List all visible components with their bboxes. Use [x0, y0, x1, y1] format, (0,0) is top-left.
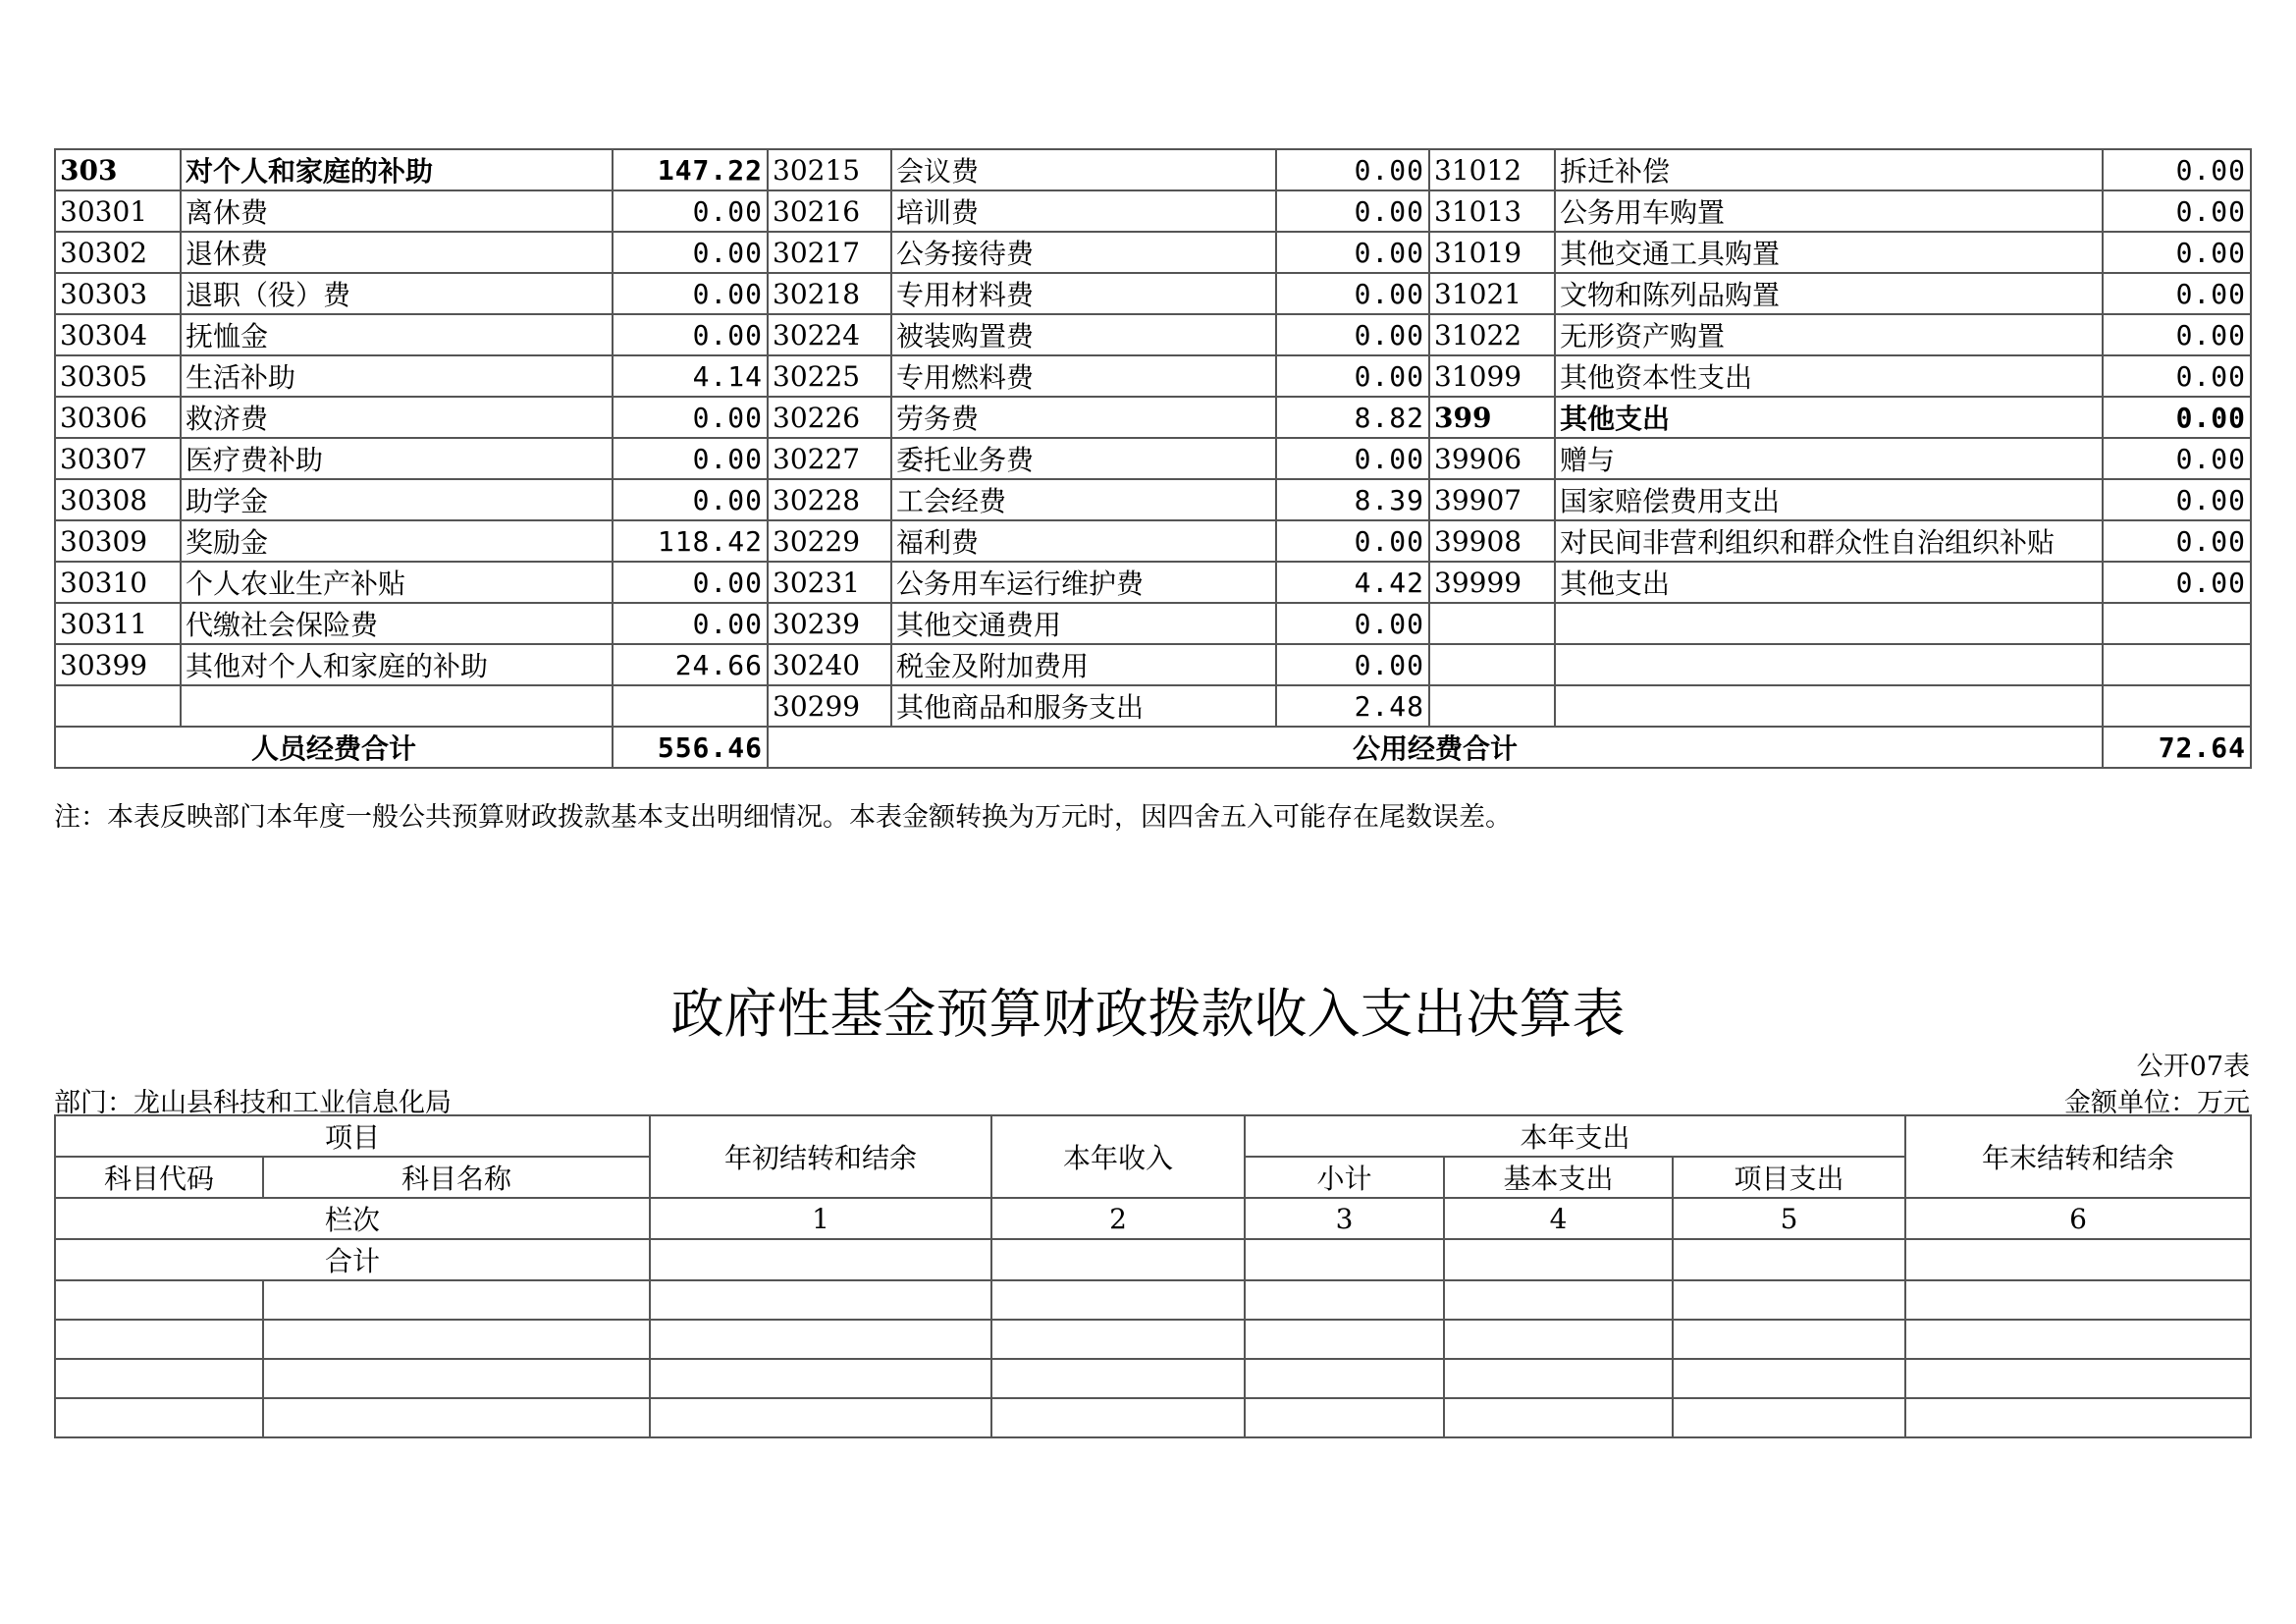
table-number: 公开07表 [2136, 1052, 2250, 1082]
subject-code [55, 685, 181, 727]
header-begin-balance: 年初结转和结余 [650, 1115, 991, 1198]
table-cell [1245, 1320, 1444, 1359]
amount: 0.00 [1276, 603, 1429, 644]
table-row [55, 314, 2251, 355]
subject-name: 其他支出 [1555, 562, 2103, 603]
subject-code: 30302 [55, 232, 181, 273]
subject-name: 公务接待费 [891, 232, 1276, 273]
amount: 0.00 [613, 273, 768, 314]
personnel-total-value: 556.46 [613, 727, 768, 768]
table-cell [55, 1320, 263, 1359]
header-subtotal: 小计 [1245, 1157, 1444, 1198]
table-cell [1905, 1398, 2251, 1437]
table-row [55, 149, 2251, 190]
total-row [55, 1239, 2251, 1280]
subject-code: 31019 [1429, 232, 1555, 273]
amount: 0.00 [2103, 397, 2251, 438]
column-number: 1 [650, 1198, 991, 1239]
subject-code: 30227 [768, 438, 891, 479]
table-row [55, 685, 2251, 727]
subject-name: 公务用车运行维护费 [891, 562, 1276, 603]
table-cell [650, 1320, 991, 1359]
amount: 0.00 [613, 232, 768, 273]
subject-code: 31021 [1429, 273, 1555, 314]
subject-code: 399 [1429, 397, 1555, 438]
table-cell [263, 1398, 650, 1437]
subject-name: 抚恤金 [181, 314, 613, 355]
subject-code: 30229 [768, 520, 891, 562]
subject-name: 无形资产购置 [1555, 314, 2103, 355]
personnel-total-label: 人员经费合计 [55, 727, 613, 768]
column-number-label: 栏次 [55, 1198, 650, 1239]
subject-code: 30225 [768, 355, 891, 397]
table-cell [1673, 1280, 1905, 1320]
subject-code: 30226 [768, 397, 891, 438]
public-total-label: 公用经费合计 [768, 727, 2103, 768]
amount [2103, 644, 2251, 685]
subject-code: 30217 [768, 232, 891, 273]
amount: 24.66 [613, 644, 768, 685]
subject-name: 退休费 [181, 232, 613, 273]
table-cell [55, 1398, 263, 1437]
subject-code: 30216 [768, 190, 891, 232]
table-cell [991, 1359, 1245, 1398]
table-cell [650, 1359, 991, 1398]
column-number-row [55, 1198, 2251, 1239]
public-total-value: 72.64 [2103, 727, 2251, 768]
subject-name: 劳务费 [891, 397, 1276, 438]
subject-code [1429, 685, 1555, 727]
subject-code: 30311 [55, 603, 181, 644]
subject-code: 31012 [1429, 149, 1555, 190]
amount: 0.00 [2103, 273, 2251, 314]
header-row-1 [55, 1115, 2251, 1157]
page-title: 政府性基金预算财政拨款收入支出决算表 [670, 983, 1626, 1045]
table-cell [1444, 1359, 1673, 1398]
table-row [55, 232, 2251, 273]
amount: 0.00 [2103, 520, 2251, 562]
subject-name: 其他交通费用 [891, 603, 1276, 644]
amount: 0.00 [2103, 562, 2251, 603]
amount-unit-label: 金额单位：万元 [2064, 1088, 2250, 1118]
amount: 0.00 [1276, 273, 1429, 314]
subject-name: 个人农业生产补贴 [181, 562, 613, 603]
table-cell [1673, 1398, 1905, 1437]
table-cell [55, 1280, 263, 1320]
table-cell [1444, 1320, 1673, 1359]
empty-row [55, 1398, 2251, 1437]
amount: 8.82 [1276, 397, 1429, 438]
amount: 0.00 [1276, 232, 1429, 273]
table-cell [1673, 1359, 1905, 1398]
subject-code: 30231 [768, 562, 891, 603]
column-number: 4 [1444, 1198, 1673, 1239]
expense-total-row [55, 727, 2251, 768]
table-row [55, 644, 2251, 685]
subject-code: 30240 [768, 644, 891, 685]
header-basic: 基本支出 [1444, 1157, 1673, 1198]
subject-name: 培训费 [891, 190, 1276, 232]
subject-name: 专用燃料费 [891, 355, 1276, 397]
subject-code: 30228 [768, 479, 891, 520]
subject-code: 30299 [768, 685, 891, 727]
department-label: 部门：龙山县科技和工业信息化局 [54, 1088, 452, 1118]
table-cell [1444, 1239, 1673, 1280]
subject-code: 30399 [55, 644, 181, 685]
subject-code: 31022 [1429, 314, 1555, 355]
subject-code: 30301 [55, 190, 181, 232]
subject-name: 拆迁补偿 [1555, 149, 2103, 190]
amount: 0.00 [613, 314, 768, 355]
subject-name: 离休费 [181, 190, 613, 232]
table-row [55, 273, 2251, 314]
subject-code: 30239 [768, 603, 891, 644]
subject-code: 39907 [1429, 479, 1555, 520]
empty-row [55, 1359, 2251, 1398]
table-cell [991, 1239, 1245, 1280]
table-cell [55, 1359, 263, 1398]
table-cell [263, 1320, 650, 1359]
subject-code: 303 [55, 149, 181, 190]
amount: 0.00 [1276, 644, 1429, 685]
subject-code: 30304 [55, 314, 181, 355]
subject-name: 国家赔偿费用支出 [1555, 479, 2103, 520]
subject-name: 医疗费补助 [181, 438, 613, 479]
table-cell [1444, 1398, 1673, 1437]
header-income: 本年收入 [991, 1115, 1245, 1198]
amount: 0.00 [613, 190, 768, 232]
subject-name: 对民间非营利组织和群众性自治组织补贴 [1555, 520, 2103, 562]
table-cell [1245, 1239, 1444, 1280]
header-name: 科目名称 [263, 1157, 650, 1198]
basic-expenditure-detail-table [54, 148, 2252, 769]
table-cell [1905, 1239, 2251, 1280]
table-cell [991, 1398, 1245, 1437]
amount: 0.00 [1276, 355, 1429, 397]
subject-code: 30218 [768, 273, 891, 314]
amount [2103, 603, 2251, 644]
subject-name: 会议费 [891, 149, 1276, 190]
table-cell [650, 1398, 991, 1437]
empty-row [55, 1320, 2251, 1359]
header-code: 科目代码 [55, 1157, 263, 1198]
subject-name: 公务用车购置 [1555, 190, 2103, 232]
table-row [55, 397, 2251, 438]
table-cell [1905, 1280, 2251, 1320]
amount: 8.39 [1276, 479, 1429, 520]
table-row [55, 479, 2251, 520]
government-fund-table [54, 1114, 2252, 1438]
subject-code [1429, 644, 1555, 685]
subject-name: 工会经费 [891, 479, 1276, 520]
subject-code: 39908 [1429, 520, 1555, 562]
amount: 0.00 [2103, 149, 2251, 190]
table-row [55, 520, 2251, 562]
subject-name: 文物和陈列品购置 [1555, 273, 2103, 314]
amount: 0.00 [613, 479, 768, 520]
table-cell [650, 1239, 991, 1280]
table-row [55, 562, 2251, 603]
table-cell [1673, 1239, 1905, 1280]
subject-code: 39906 [1429, 438, 1555, 479]
subject-code: 30306 [55, 397, 181, 438]
subject-name: 税金及附加费用 [891, 644, 1276, 685]
subject-name: 其他支出 [1555, 397, 2103, 438]
subject-code: 30310 [55, 562, 181, 603]
subject-code [1429, 603, 1555, 644]
header-project: 项目支出 [1673, 1157, 1905, 1198]
table-cell [1245, 1280, 1444, 1320]
amount: 0.00 [2103, 438, 2251, 479]
amount: 0.00 [2103, 479, 2251, 520]
subject-name: 退职（役）费 [181, 273, 613, 314]
subject-name: 赠与 [1555, 438, 2103, 479]
subject-code: 39999 [1429, 562, 1555, 603]
total-label: 合计 [55, 1239, 650, 1280]
amount: 147.22 [613, 149, 768, 190]
amount: 0.00 [613, 603, 768, 644]
subject-code: 30224 [768, 314, 891, 355]
amount: 0.00 [2103, 190, 2251, 232]
subject-name [1555, 685, 2103, 727]
subject-code: 31099 [1429, 355, 1555, 397]
subject-name: 专用材料费 [891, 273, 1276, 314]
table-cell [1245, 1359, 1444, 1398]
amount: 0.00 [1276, 438, 1429, 479]
subject-code: 30303 [55, 273, 181, 314]
subject-name: 被装购置费 [891, 314, 1276, 355]
column-number: 6 [1905, 1198, 2251, 1239]
subject-name [1555, 603, 2103, 644]
subject-name: 其他商品和服务支出 [891, 685, 1276, 727]
table-cell [1905, 1320, 2251, 1359]
subject-name: 生活补助 [181, 355, 613, 397]
subject-name: 代缴社会保险费 [181, 603, 613, 644]
column-number: 5 [1673, 1198, 1905, 1239]
amount: 0.00 [1276, 520, 1429, 562]
table-row [55, 190, 2251, 232]
header-end-balance: 年末结转和结余 [1905, 1115, 2251, 1198]
subject-name: 福利费 [891, 520, 1276, 562]
subject-name: 委托业务费 [891, 438, 1276, 479]
subject-code: 30308 [55, 479, 181, 520]
table-row [55, 603, 2251, 644]
subject-code: 30215 [768, 149, 891, 190]
subject-name: 奖励金 [181, 520, 613, 562]
amount [2103, 685, 2251, 727]
table-cell [991, 1320, 1245, 1359]
table-cell [1673, 1320, 1905, 1359]
table-row [55, 438, 2251, 479]
amount [613, 685, 768, 727]
table-cell [650, 1280, 991, 1320]
amount: 0.00 [2103, 314, 2251, 355]
table-row [55, 355, 2251, 397]
subject-name: 其他对个人和家庭的补助 [181, 644, 613, 685]
amount: 0.00 [613, 397, 768, 438]
amount: 0.00 [1276, 190, 1429, 232]
amount: 0.00 [1276, 314, 1429, 355]
empty-row [55, 1280, 2251, 1320]
subject-name: 对个人和家庭的补助 [181, 149, 613, 190]
subject-name [1555, 644, 2103, 685]
subject-name [181, 685, 613, 727]
table-cell [1245, 1398, 1444, 1437]
subject-name: 其他资本性支出 [1555, 355, 2103, 397]
subject-code: 30309 [55, 520, 181, 562]
amount: 2.48 [1276, 685, 1429, 727]
amount: 0.00 [2103, 232, 2251, 273]
table-cell [991, 1280, 1245, 1320]
amount: 4.14 [613, 355, 768, 397]
amount: 0.00 [1276, 149, 1429, 190]
column-number: 3 [1245, 1198, 1444, 1239]
amount: 0.00 [613, 562, 768, 603]
table-cell [263, 1280, 650, 1320]
column-number: 2 [991, 1198, 1245, 1239]
subject-name: 助学金 [181, 479, 613, 520]
amount: 4.42 [1276, 562, 1429, 603]
table-note: 注：本表反映部门本年度一般公共预算财政拨款基本支出明细情况。本表金额转换为万元时，因四舍五入可能存在尾数误差。 [54, 802, 1512, 833]
subject-name: 其他交通工具购置 [1555, 232, 2103, 273]
amount: 0.00 [2103, 355, 2251, 397]
subject-code: 30305 [55, 355, 181, 397]
subject-name: 救济费 [181, 397, 613, 438]
amount: 0.00 [613, 438, 768, 479]
header-item: 项目 [55, 1115, 650, 1157]
header-expense: 本年支出 [1245, 1115, 1905, 1157]
table-cell [1444, 1280, 1673, 1320]
subject-code: 30307 [55, 438, 181, 479]
amount: 118.42 [613, 520, 768, 562]
subject-code: 31013 [1429, 190, 1555, 232]
table-cell [263, 1359, 650, 1398]
table-cell [1905, 1359, 2251, 1398]
